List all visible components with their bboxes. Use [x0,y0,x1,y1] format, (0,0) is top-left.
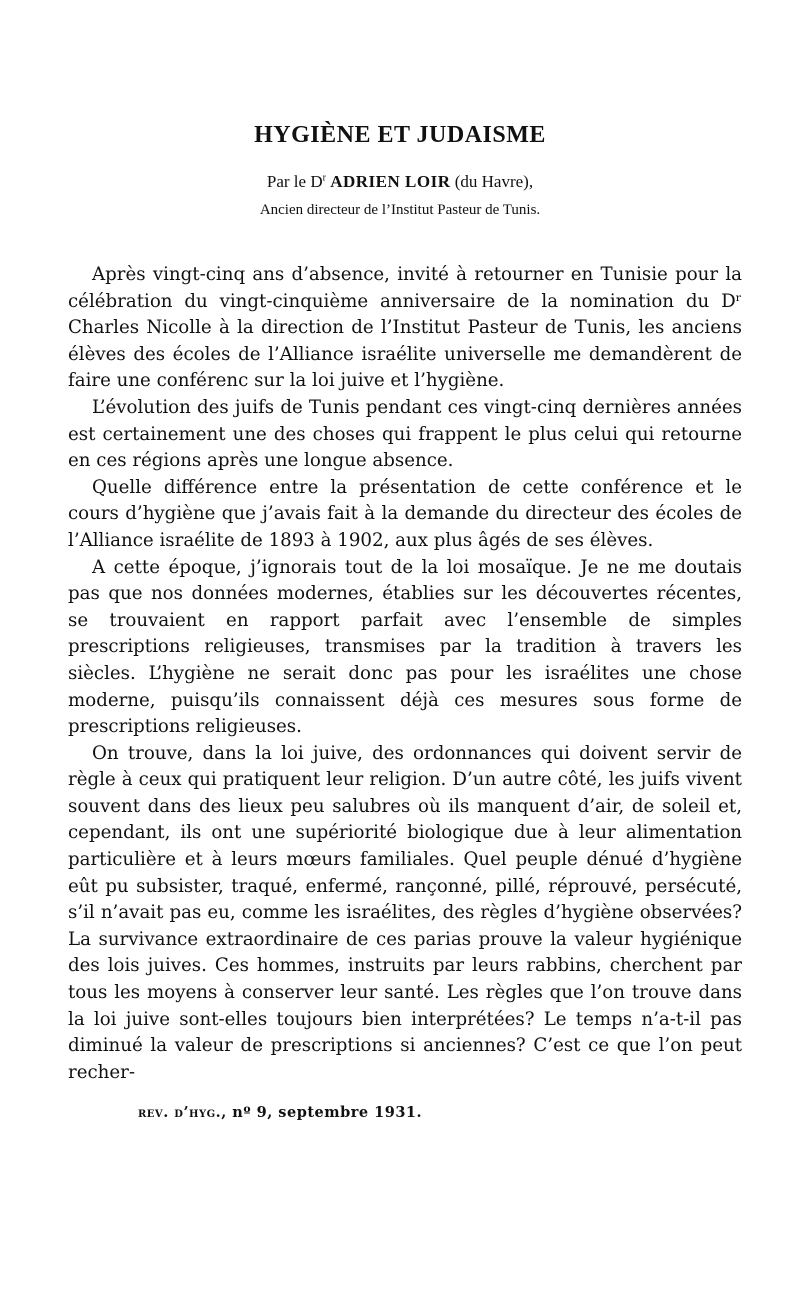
byline-prefix-sup: r [322,172,326,184]
author-location: (du Havre), [450,172,534,191]
article-title: HYGIÈNE ET JUDAISME [254,122,546,148]
paragraph-5: On trouve, dans la loi juive, des ordonnances qui doivent servir de règle à ceux qui pratiquent leur religion. D’un autre côté, les juifs vivent souvent dans des lieux peu salubres où ils manquent d’air, de soleil et, cependant, ils ont une supériorité biologique due à leur alimentation particulière et à leurs mœurs familiales. Quel peuple dénué d’hygiène eût pu subsister, traqué, enfermé, rançonné, pillé, réprouvé, persécuté, s’il n’avait pas eu, comme les israélites, des règles d’hygiène observées? La survivance extraordinaire de ces parias prouve la valeur hygiénique des lois juives. Ces hommes, instruits par leurs rabbins, cherchent par tous les moyens à conserver leur santé. Les règles que l’on trouve dans la loi juive sont-elles toujours bien interprétées? Le temps n’a-t-il pas diminué la valeur de prescriptions si anciennes? C’est ce que l’on peut recher- [68,742,742,1083]
journal-issue: , nº 9, septembre 1931. [221,1104,423,1121]
paragraph-3: Quelle différence entre la présentation de cette conférence et le cours d’hygiène que j’avais fait à la demande du directeur des écoles de l’Alliance israélite de 1893 à 1902, aux plus âgés de ses élèves. [68,476,742,551]
paragraph-1: Après vingt-cinq ans d’absence, invité à retourner en Tunisie pour la célébration du vingt-cinquième anniversaire de la nomination du Dʳ Charles Nicolle à la direction de l’Institut Pasteur de Tunis, les anciens élèves des écoles de l’Alliance israélite universelle me demandèrent de faire une conférenc sur la loi juive et l’hygiène. [68,264,742,392]
paragraph-4: A cette époque, j’ignorais tout de la loi mosaïque. Je ne me doutais pas que nos données modernes, établies sur les découvertes récentes, se trouvaient en rapport parfait avec l’ensemble de simples prescriptions religieuses, transmises par la tradition à travers les siècles. L’hygiène ne serait donc pas pour les israélites une chose moderne, puisqu’ils connaissent déjà ces mesures sous forme de prescriptions religieuses. [68,556,742,738]
journal-reference [138,1104,422,1121]
byline-author-line [0,172,800,192]
author-name: ADRIEN LOIR [330,172,451,191]
byline-prefix: Par le D [266,172,323,191]
author-position: Ancien directeur de l’Institut Pasteur de Tunis. [259,202,541,218]
paragraph-2: L’évolution des juifs de Tunis pendant ces vingt-cinq dernières années est certainement une des choses qui frappent le plus celui qui retourne en ces régions après une longue absence. [68,396,742,472]
journal-abbrev: rev. d’hyg. [138,1104,222,1121]
article-body [68,262,742,1086]
